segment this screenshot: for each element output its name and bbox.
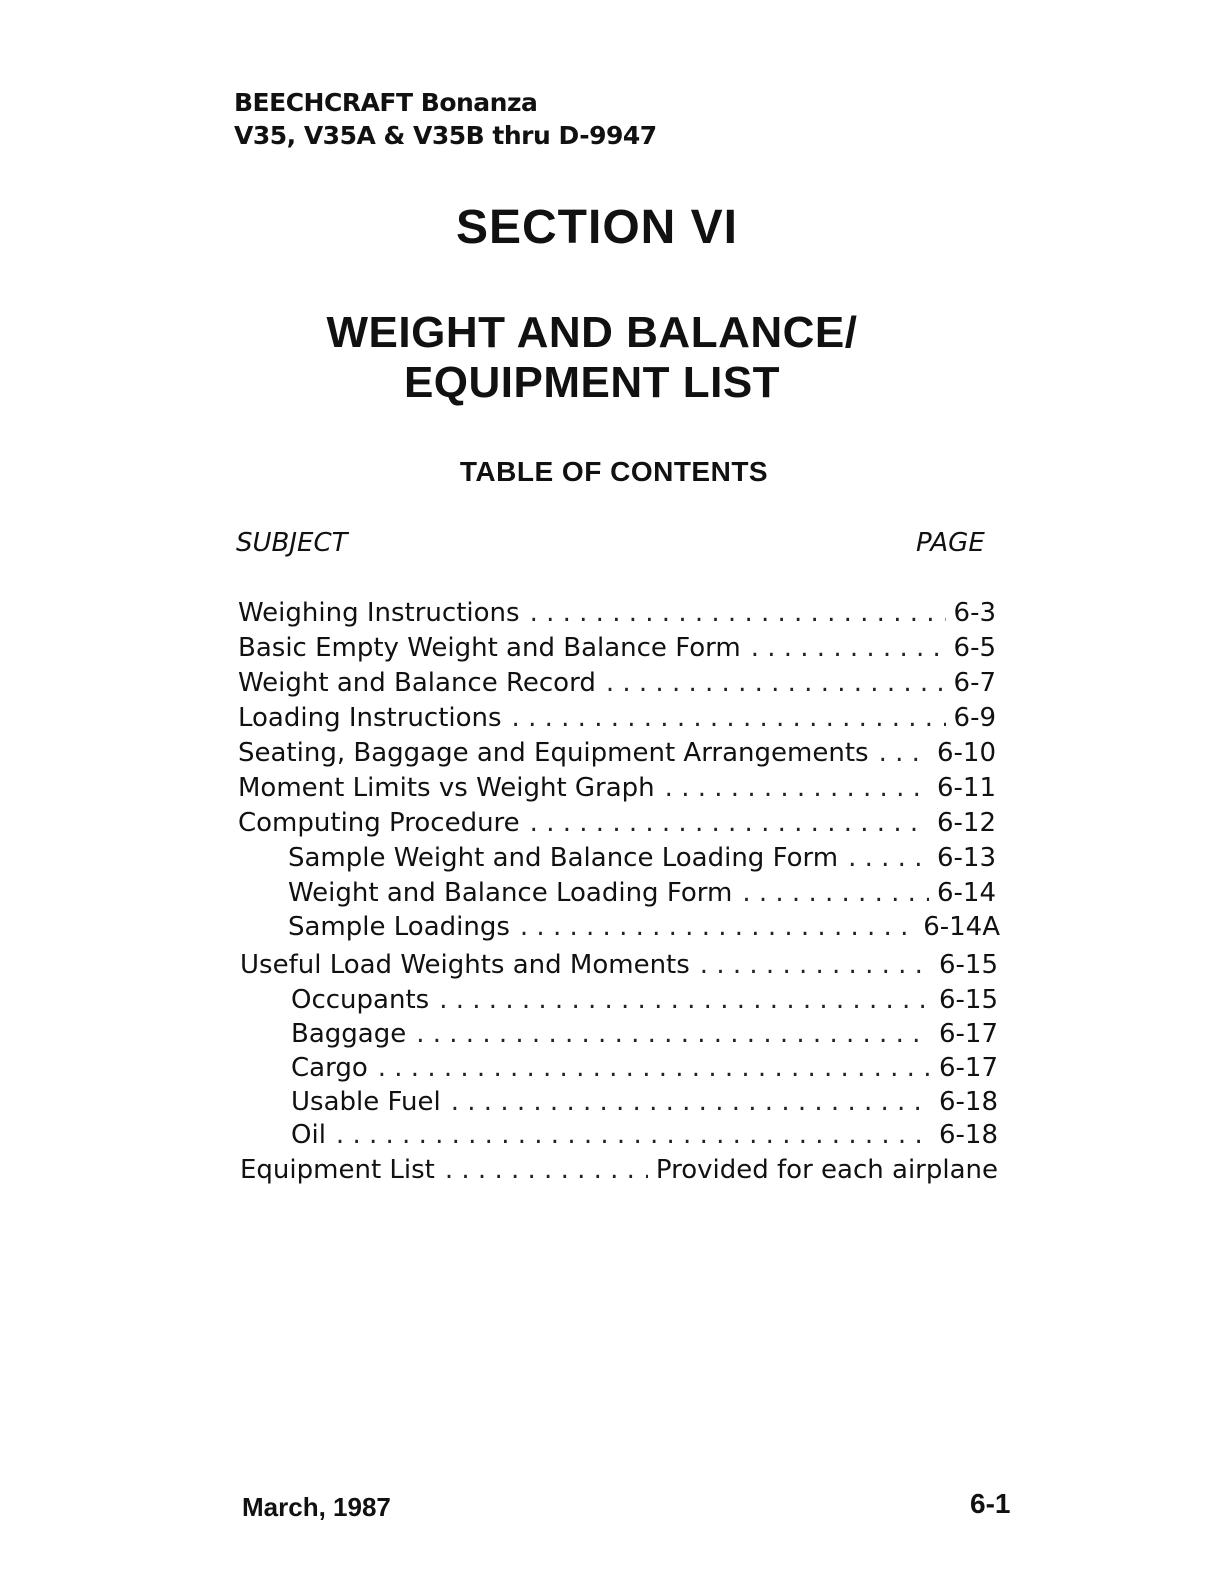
toc-entry-loading-instructions[interactable]: [238, 703, 996, 733]
toc-entry-sample-loading-form[interactable]: [288, 843, 996, 873]
toc-entry-label: Cargo: [291, 1053, 368, 1083]
page-title-line1: WEIGHT AND BALANCE/: [326, 308, 858, 357]
toc-entry-page: 6-15: [938, 985, 998, 1015]
dot-leader: [665, 773, 929, 803]
toc-entry-sample-loadings[interactable]: [288, 912, 1000, 942]
dot-leader: [530, 808, 929, 838]
page-title-line2: EQUIPMENT LIST: [403, 358, 781, 407]
toc-entry-page: 6-17: [938, 1053, 998, 1083]
toc-entry-page: 6-11: [936, 773, 996, 803]
toc-entry-computing-procedure[interactable]: [238, 808, 996, 838]
dot-leader: [700, 950, 931, 980]
toc-entry-seating-arrangements[interactable]: [238, 738, 996, 768]
dot-leader: [451, 1087, 931, 1117]
toc-entry-page: 6-15: [938, 950, 998, 980]
document-header: [234, 86, 657, 152]
toc-entry-label: Weight and Balance Loading Form: [288, 878, 733, 908]
toc-entry-page: 6-12: [936, 808, 996, 838]
toc-entry-page: Provided for each airplane: [655, 1155, 998, 1185]
toc-entry-weighing-instructions[interactable]: [238, 598, 996, 628]
toc-entry-label: Weighing Instructions: [238, 598, 520, 628]
dot-leader: [530, 598, 946, 628]
toc-entry-moment-limits-graph[interactable]: [238, 773, 996, 803]
toc-entry-equipment-list[interactable]: [240, 1155, 998, 1185]
header-model-name: BEECHCRAFT Bonanza: [234, 88, 538, 117]
toc-entry-page: 6-18: [938, 1120, 998, 1150]
toc-entry-page: 6-9: [953, 703, 996, 733]
toc-entry-label: Loading Instructions: [238, 703, 502, 733]
toc-column-page: PAGE: [916, 528, 985, 558]
footer-page-number: 6-1: [970, 1488, 1011, 1519]
dot-leader: [378, 1053, 931, 1083]
toc-entry-label: Computing Procedure: [238, 808, 520, 838]
toc-entry-page: 6-5: [953, 633, 996, 663]
toc-entry-basic-empty-weight-form[interactable]: [238, 633, 996, 663]
dot-leader: [512, 703, 946, 733]
section-title: SECTION VI: [455, 201, 739, 254]
toc-entry-label: Occupants: [291, 985, 430, 1015]
toc-entry-loading-form[interactable]: [288, 878, 996, 908]
toc-entry-label: Weight and Balance Record: [238, 668, 596, 698]
dot-leader: [606, 668, 946, 698]
dot-leader: [416, 1019, 931, 1049]
toc-entry-oil[interactable]: [291, 1120, 998, 1150]
toc-column-subject: SUBJECT: [236, 528, 348, 558]
toc-entry-page: 6-18: [938, 1087, 998, 1117]
toc-entry-usable-fuel[interactable]: [291, 1087, 998, 1117]
toc-entry-page: 6-14A: [923, 912, 1000, 942]
toc-entry-label: Seating, Baggage and Equipment Arrangements: [238, 738, 869, 768]
toc-entry-label: Basic Empty Weight and Balance Form: [238, 633, 741, 663]
toc-entry-page: 6-13: [936, 843, 996, 873]
toc-entry-occupants[interactable]: [291, 985, 998, 1015]
toc-entry-page: 6-14: [936, 878, 996, 908]
toc-entry-weight-balance-record[interactable]: [238, 668, 996, 698]
toc-entry-page: 6-3: [953, 598, 996, 628]
footer-date: March, 1987: [242, 1492, 391, 1522]
toc-entry-label: Sample Weight and Balance Loading Form: [288, 843, 839, 873]
toc-entry-label: Baggage: [291, 1019, 407, 1049]
dot-leader: [751, 633, 946, 663]
dot-leader: [439, 985, 931, 1015]
toc-entry-useful-load[interactable]: [240, 950, 998, 980]
dot-leader: [336, 1120, 931, 1150]
toc-entry-label: Oil: [291, 1120, 326, 1150]
toc-entry-page: 6-17: [938, 1019, 998, 1049]
dot-leader: [520, 912, 915, 942]
page-title: [0, 308, 1184, 408]
toc-entry-label: Usable Fuel: [291, 1087, 441, 1117]
toc-heading: TABLE OF CONTENTS: [459, 456, 769, 487]
dot-leader: [445, 1155, 648, 1185]
dot-leader: [848, 843, 929, 873]
dot-leader: [879, 738, 929, 768]
dot-leader: [742, 878, 929, 908]
toc-entry-baggage[interactable]: [291, 1019, 998, 1049]
toc-entry-cargo[interactable]: [291, 1053, 998, 1083]
toc-entry-page: 6-10: [936, 738, 996, 768]
header-model-serials: V35, V35A & V35B thru D-9947: [234, 121, 657, 150]
toc-entry-page: 6-7: [953, 668, 996, 698]
toc-entry-label: Moment Limits vs Weight Graph: [238, 773, 655, 803]
toc-entry-label: Useful Load Weights and Moments: [240, 950, 690, 980]
toc-entry-label: Sample Loadings: [288, 912, 510, 942]
toc-entry-label: Equipment List: [240, 1155, 435, 1185]
